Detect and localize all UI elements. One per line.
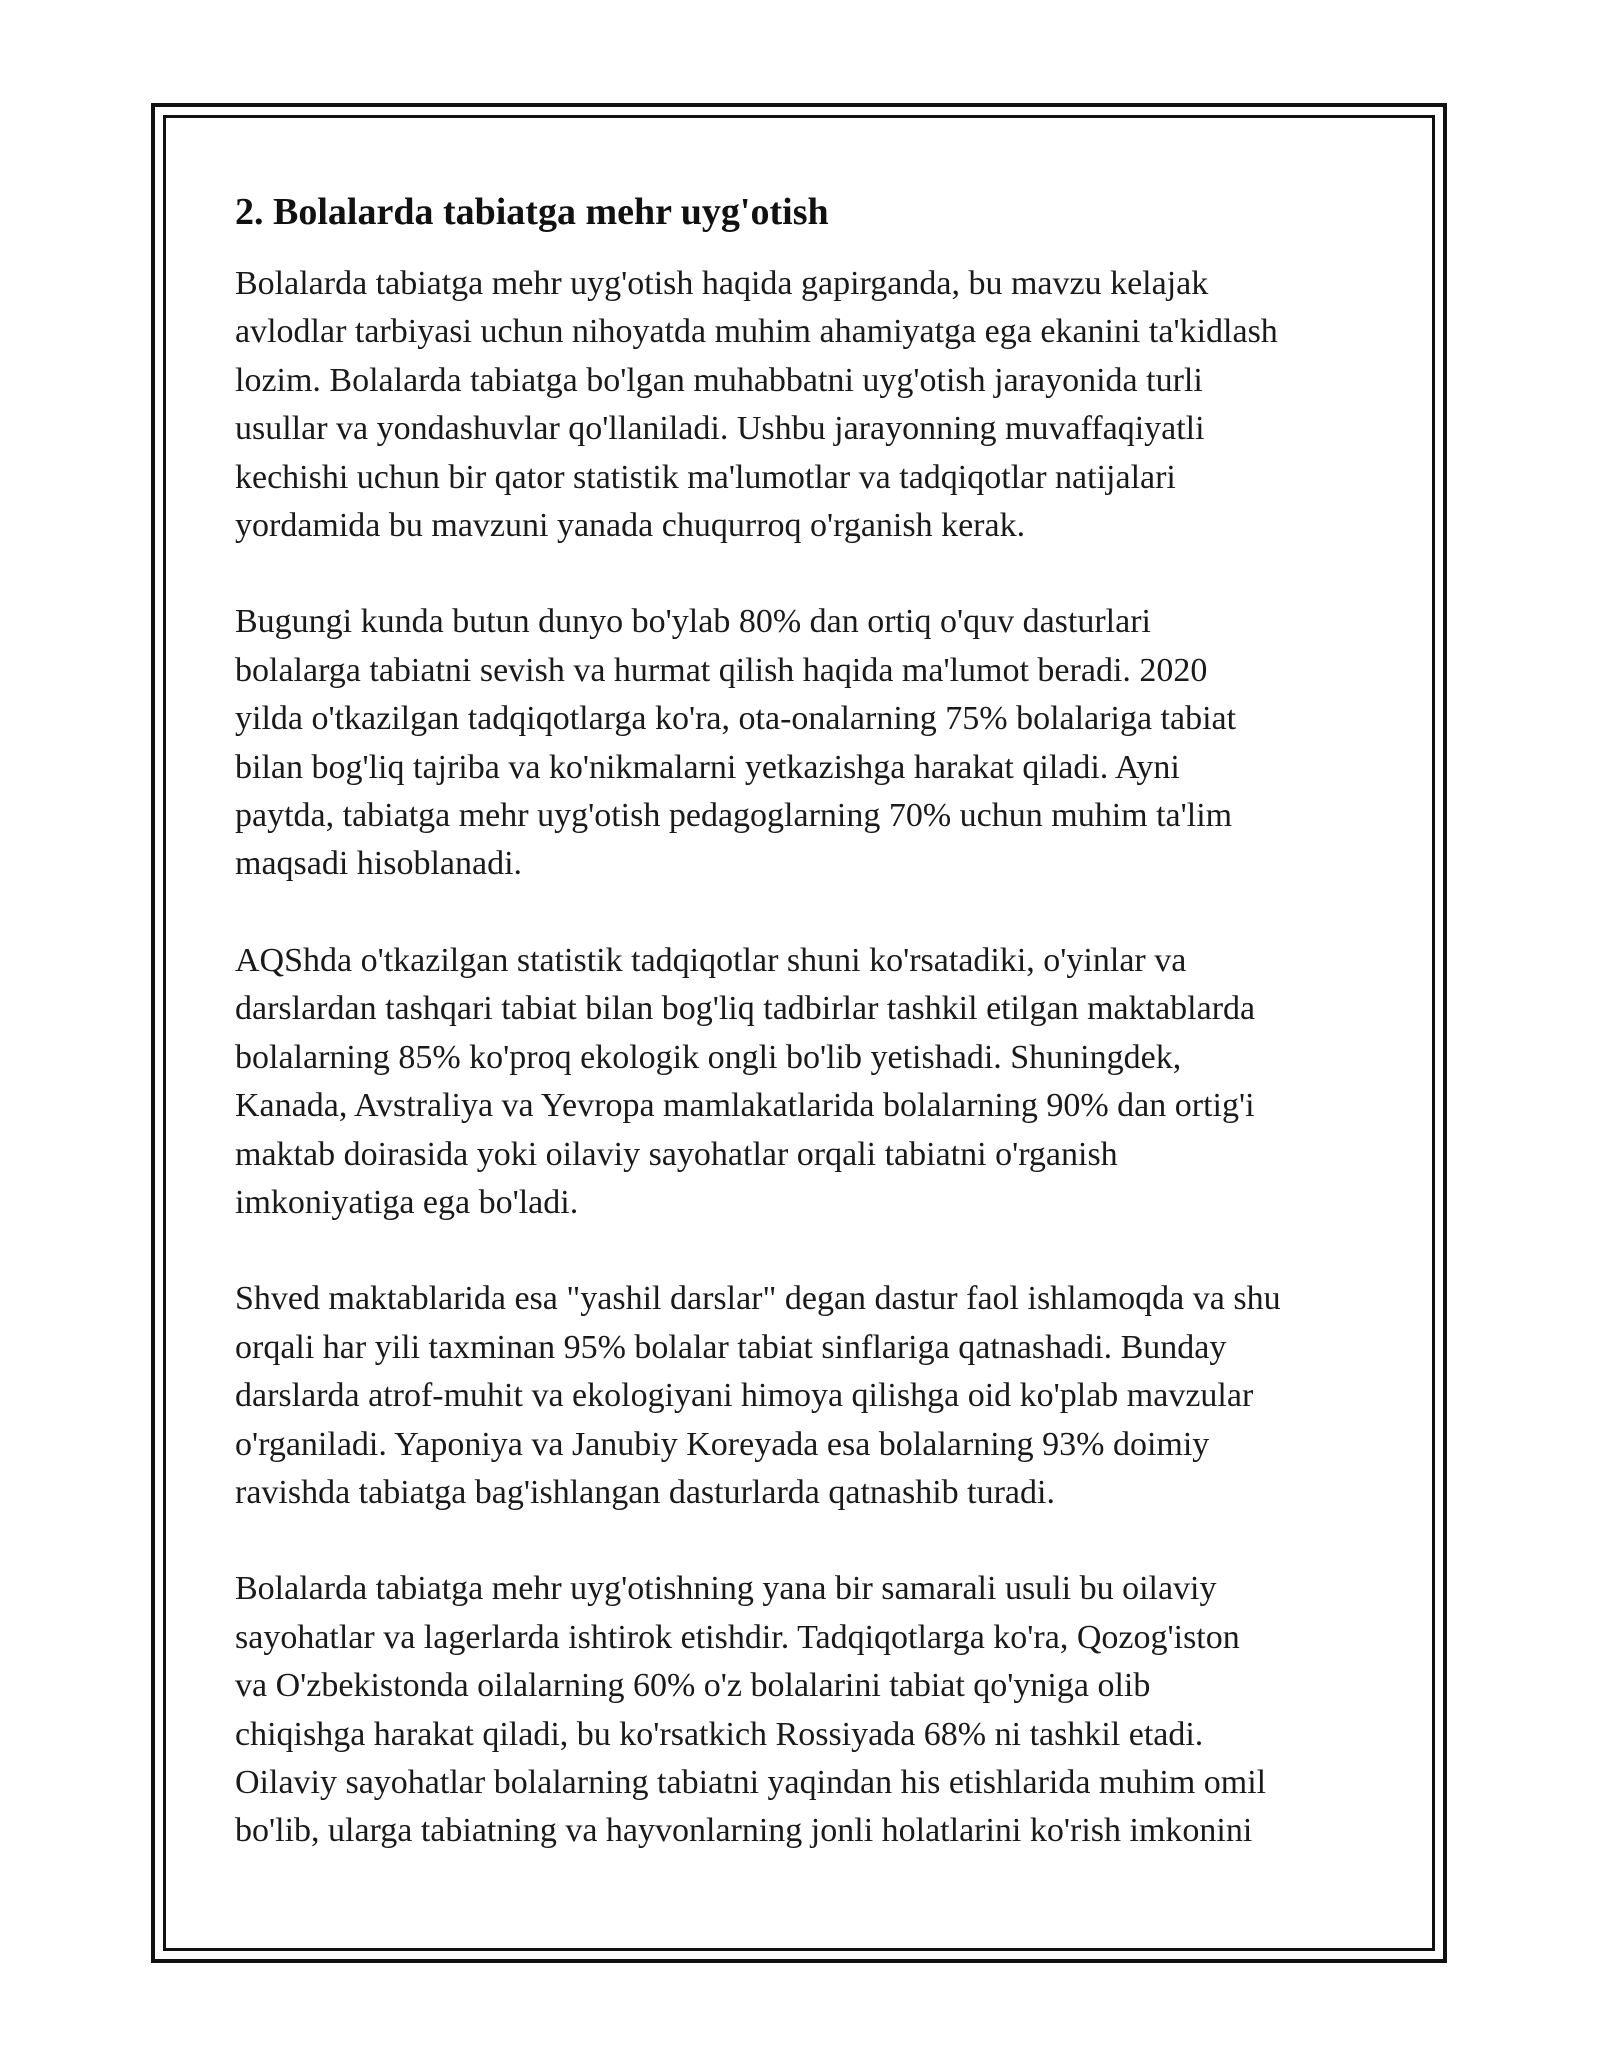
paragraph-2 bbox=[235, 598, 1365, 888]
text-line: yordamida bu mavzuni yanada chuqurroq o'rganish kerak. bbox=[235, 507, 1026, 545]
paragraph-1 bbox=[235, 260, 1365, 550]
text-line: imkoniyatiga ega bo'ladi. bbox=[235, 1183, 579, 1221]
text-line: Kanada, Avstraliya va Yevropa mamlakatlarida bolalarning 90% dan ortig'i bbox=[235, 1087, 1255, 1125]
text-line: darslarda atrof-muhit va ekologiyani himoya qilishga oid ko'plab mavzular bbox=[235, 1377, 1254, 1415]
text-line: kechishi uchun bir qator statistik ma'lumotlar va tadqiqotlar natijalari bbox=[235, 458, 1176, 496]
text-line: bolalarning 85% ko'proq ekologik ongli bo'lib yetishadi. Shuningdek, bbox=[235, 1038, 1182, 1076]
text-line: Shved maktablarida esa "yashil darslar" degan dastur faol ishlamoqda va shu bbox=[235, 1280, 1281, 1318]
text-line: va O'zbekistonda oilalarning 60% o'z bolalarini tabiat qo'yniga olib bbox=[235, 1667, 1151, 1705]
text-line: maktab doirasida yoki oilaviy sayohatlar orqali tabiatni o'rganish bbox=[235, 1135, 1118, 1173]
text-line: yilda o'tkazilgan tadqiqotlarga ko'ra, ota-onalarning 75% bolalariga tabiat bbox=[235, 700, 1237, 738]
section-title: 2. Bolalarda tabiatga mehr uyg'otish bbox=[235, 191, 829, 233]
text-line: sayohatlar va lagerlarda ishtirok etishdir. Tadqiqotlarga ko'ra, Qozog'iston bbox=[235, 1618, 1240, 1656]
text-line: bilan bog'liq tajriba va ko'nikmalarni yetkazishga harakat qiladi. Ayni bbox=[235, 748, 1180, 786]
text-line: orqali har yili taxminan 95% bolalar tabiat sinflariga qatnashadi. Bunday bbox=[235, 1328, 1227, 1366]
text-line: Bolalarda tabiatga mehr uyg'otish haqida gapirganda, bu mavzu kelajak bbox=[235, 265, 1209, 302]
text-line: ravishda tabiatga bag'ishlangan dasturlarda qatnashib turadi. bbox=[235, 1473, 1055, 1511]
text-line: bolalarga tabiatni sevish va hurmat qilish haqida ma'lumot beradi. 2020 bbox=[235, 651, 1208, 689]
paragraph-5 bbox=[235, 1565, 1365, 1855]
document-body bbox=[235, 188, 1365, 1904]
paragraph-4 bbox=[235, 1275, 1365, 1517]
paragraph-3 bbox=[235, 937, 1365, 1227]
text-line: bo'lib, ularga tabiatning va hayvonlarning jonli holatlarini ko'rish imkonini bbox=[235, 1812, 1253, 1850]
text-line: paytda, tabiatga mehr uyg'otish pedagoglarning 70% uchun muhim ta'lim bbox=[235, 797, 1233, 835]
text-line: darslardan tashqari tabiat bilan bog'liq tadbirlar tashkil etilgan maktablarda bbox=[235, 990, 1256, 1028]
text-line: Oilaviy sayohatlar bolalarning tabiatni yaqindan his etishlarida muhim omil bbox=[235, 1763, 1267, 1801]
text-line: AQShda o'tkazilgan statistik tadqiqotlar shuni ko'rsatadiki, o'yinlar va bbox=[235, 941, 1187, 979]
text-line: Bugungi kunda butun dunyo bo'ylab 80% dan ortiq o'quv dasturlari bbox=[235, 603, 1151, 641]
text-line: avlodlar tarbiyasi uchun nihoyatda muhim ahamiyatga ega ekanini ta'kidlash bbox=[235, 313, 1278, 351]
text-line: usullar va yondashuvlar qo'llaniladi. Ushbu jarayonning muvaffaqiyatli bbox=[235, 410, 1205, 448]
text-line: lozim. Bolalarda tabiatga bo'lgan muhabbatni uyg'otish jarayonida turli bbox=[235, 361, 1203, 399]
text-line: o'rganiladi. Yaponiya va Janubiy Koreyada esa bolalarning 93% doimiy bbox=[235, 1425, 1210, 1463]
text-line: maqsadi hisoblanadi. bbox=[235, 845, 523, 883]
text-line: Bolalarda tabiatga mehr uyg'otishning yana bir samarali usuli bu oilaviy bbox=[235, 1570, 1217, 1608]
text-line: chiqishga harakat qiladi, bu ko'rsatkich Rossiyada 68% ni tashkil etadi. bbox=[235, 1715, 1204, 1753]
